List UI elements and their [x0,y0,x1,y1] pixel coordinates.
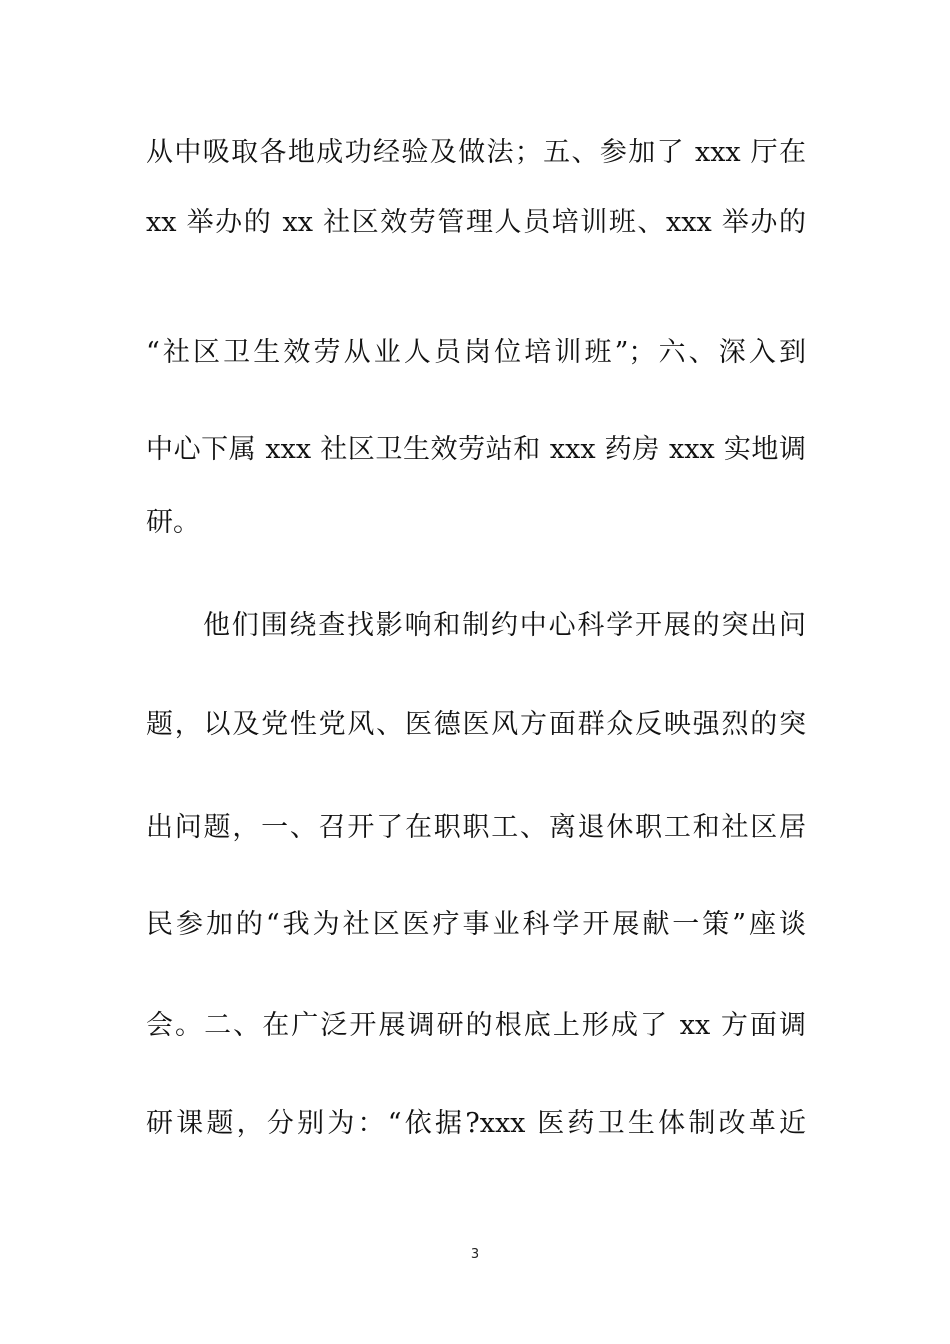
text-line: 会。二、在广泛开展调研的根底上形成了 xx 方面调 [146,1010,806,1041]
text-line: 研。 [146,507,200,538]
paragraph-first-line: 他们围绕查找影响和制约中心科学开展的突出问 [203,610,806,641]
text-line: 出问题，一、召开了在职职工、离退休职工和社区居 [146,812,806,843]
text-line: “社区卫生效劳从业人员岗位培训班”；六、深入到 [146,337,806,368]
text-line: xx 举办的 xx 社区效劳管理人员培训班、xxx 举办的 [146,207,806,238]
text-line: 题，以及党性党风、医德医风方面群众反映强烈的突 [146,709,806,740]
text-line: 从中吸取各地成功经验及做法；五、参加了 xxx 厅在 [146,137,806,168]
page-number: 3 [470,1247,480,1262]
text-line: 民参加的“我为社区医疗事业科学开展献一策”座谈 [146,909,806,940]
text-line: 中心下属 xxx 社区卫生效劳站和 xxx 药房 xxx 实地调 [146,434,806,465]
text-line: 研课题，分别为：“依据?xxx 医药卫生体制改革近 [146,1108,806,1139]
